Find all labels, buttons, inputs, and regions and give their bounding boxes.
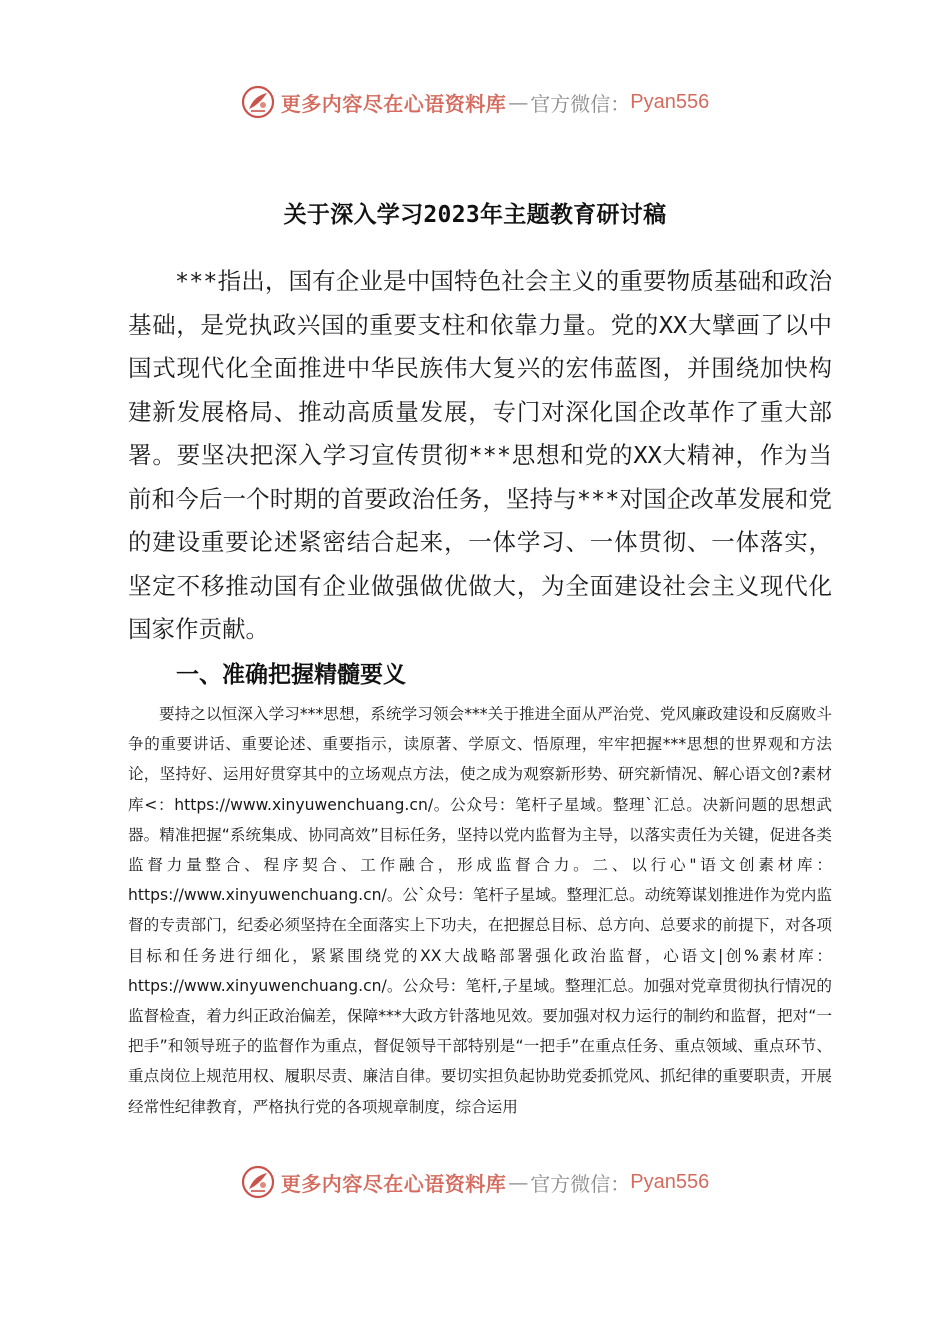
document-title: 关于深入学习2023年主题教育研讨稿: [283, 202, 667, 228]
intro-paragraph: ***指出，国有企业是中国特色社会主义的重要物质基础和政治基础，是党执政兴国的重要支柱和依靠力量。党的XX大擘画了以中国式现代化全面推进中华民族伟大复兴的宏伟蓝图，并围绕加快构建新发展格局、推动高质量发展，专门对深化国企改革作了重大部署。要坚决把深入学习宣传贯彻***思想和党的XX大精神，作为当前和今后一个时期的首要政治任务，坚持与***对国企改革发展和党的建设重要论述紧密结合起来，一体学习、一体贯彻、一体落实，坚定不移推动国有企业做强做优做大，为全面建设社会主义现代化国家作贡献。: [128, 267, 832, 643]
footer-channel-label: 官方微信：: [530, 1171, 631, 1196]
header-banner: [0, 82, 950, 122]
footer-banner: [0, 1162, 950, 1202]
header-brand: 更多内容尽在心语资料库: [280, 91, 507, 116]
footer-brand: 更多内容尽在心语资料库: [280, 1171, 507, 1196]
section-heading: 一、准确把握精髓要义: [176, 662, 406, 688]
header-channel-label: 官方微信：: [530, 91, 631, 116]
writing-hand-logo-icon: [241, 85, 275, 119]
footer-wechat-id: Pyan556: [630, 1170, 710, 1193]
section-body: 要持之以恒深入学习***思想，系统学习领会***关于推进全面从严治党、党风廉政建设和反腐败斗争的重要讲话、重要论述、重要指示，读原著、学原文、悟原理，牢牢把握***思想的世界观和方法论，坚持好、运用好贯穿其中的立场观点方法，使之成为观察新形势、研究新情况、解心语文创?素材库<：https://www.xinyuwenchuang.cn/。公众号：笔杆子星域。整理`汇总。决新问题的思想武器。精准把握“系统集成、协同高效”目标任务，坚持以党内监督为主导，以落实责任为关键，促进各类监督力量整合、程序契合、工作融合，形成监督合力。二、以行心"语文创素材库：https://www.xinyuwenchuang.cn/。公`众号：笔杆子星域。整理汇总。动统筹谋划推进作为党内监督的专责部门，纪委必须坚持在全面落实上下功夫，在把握总目标、总方向、总要求的前提下，对各项目标和任务进行细化，紧紧围绕党的XX大战略部署强化政治监督，心语文|创%素材库：https://www.xinyuwenchuang.cn/。公众号：笔杆,子星域。整理汇总。加强对党章贯彻执行情况的监督检查，着力纠正政治偏差，保障***大政方针落地见效。要加强对权力运行的制约和监督，把对“一把手”和领导班子的监督作为重点，督促领导干部特别是“一把手”在重点任务、重点领域、重点环节、重点岗位上规范用权、履职尽责、廉洁自律。要切实担负起协助党委抓党风、抓纪律的重要职责，开展经常性纪律教育，严格执行党的各项规章制度，综合运用: [128, 705, 832, 1116]
header-wechat-id: Pyan556: [630, 90, 710, 113]
writing-hand-logo-icon: [241, 1165, 275, 1199]
footer-separator: —: [508, 1170, 529, 1194]
header-separator: —: [508, 90, 529, 114]
